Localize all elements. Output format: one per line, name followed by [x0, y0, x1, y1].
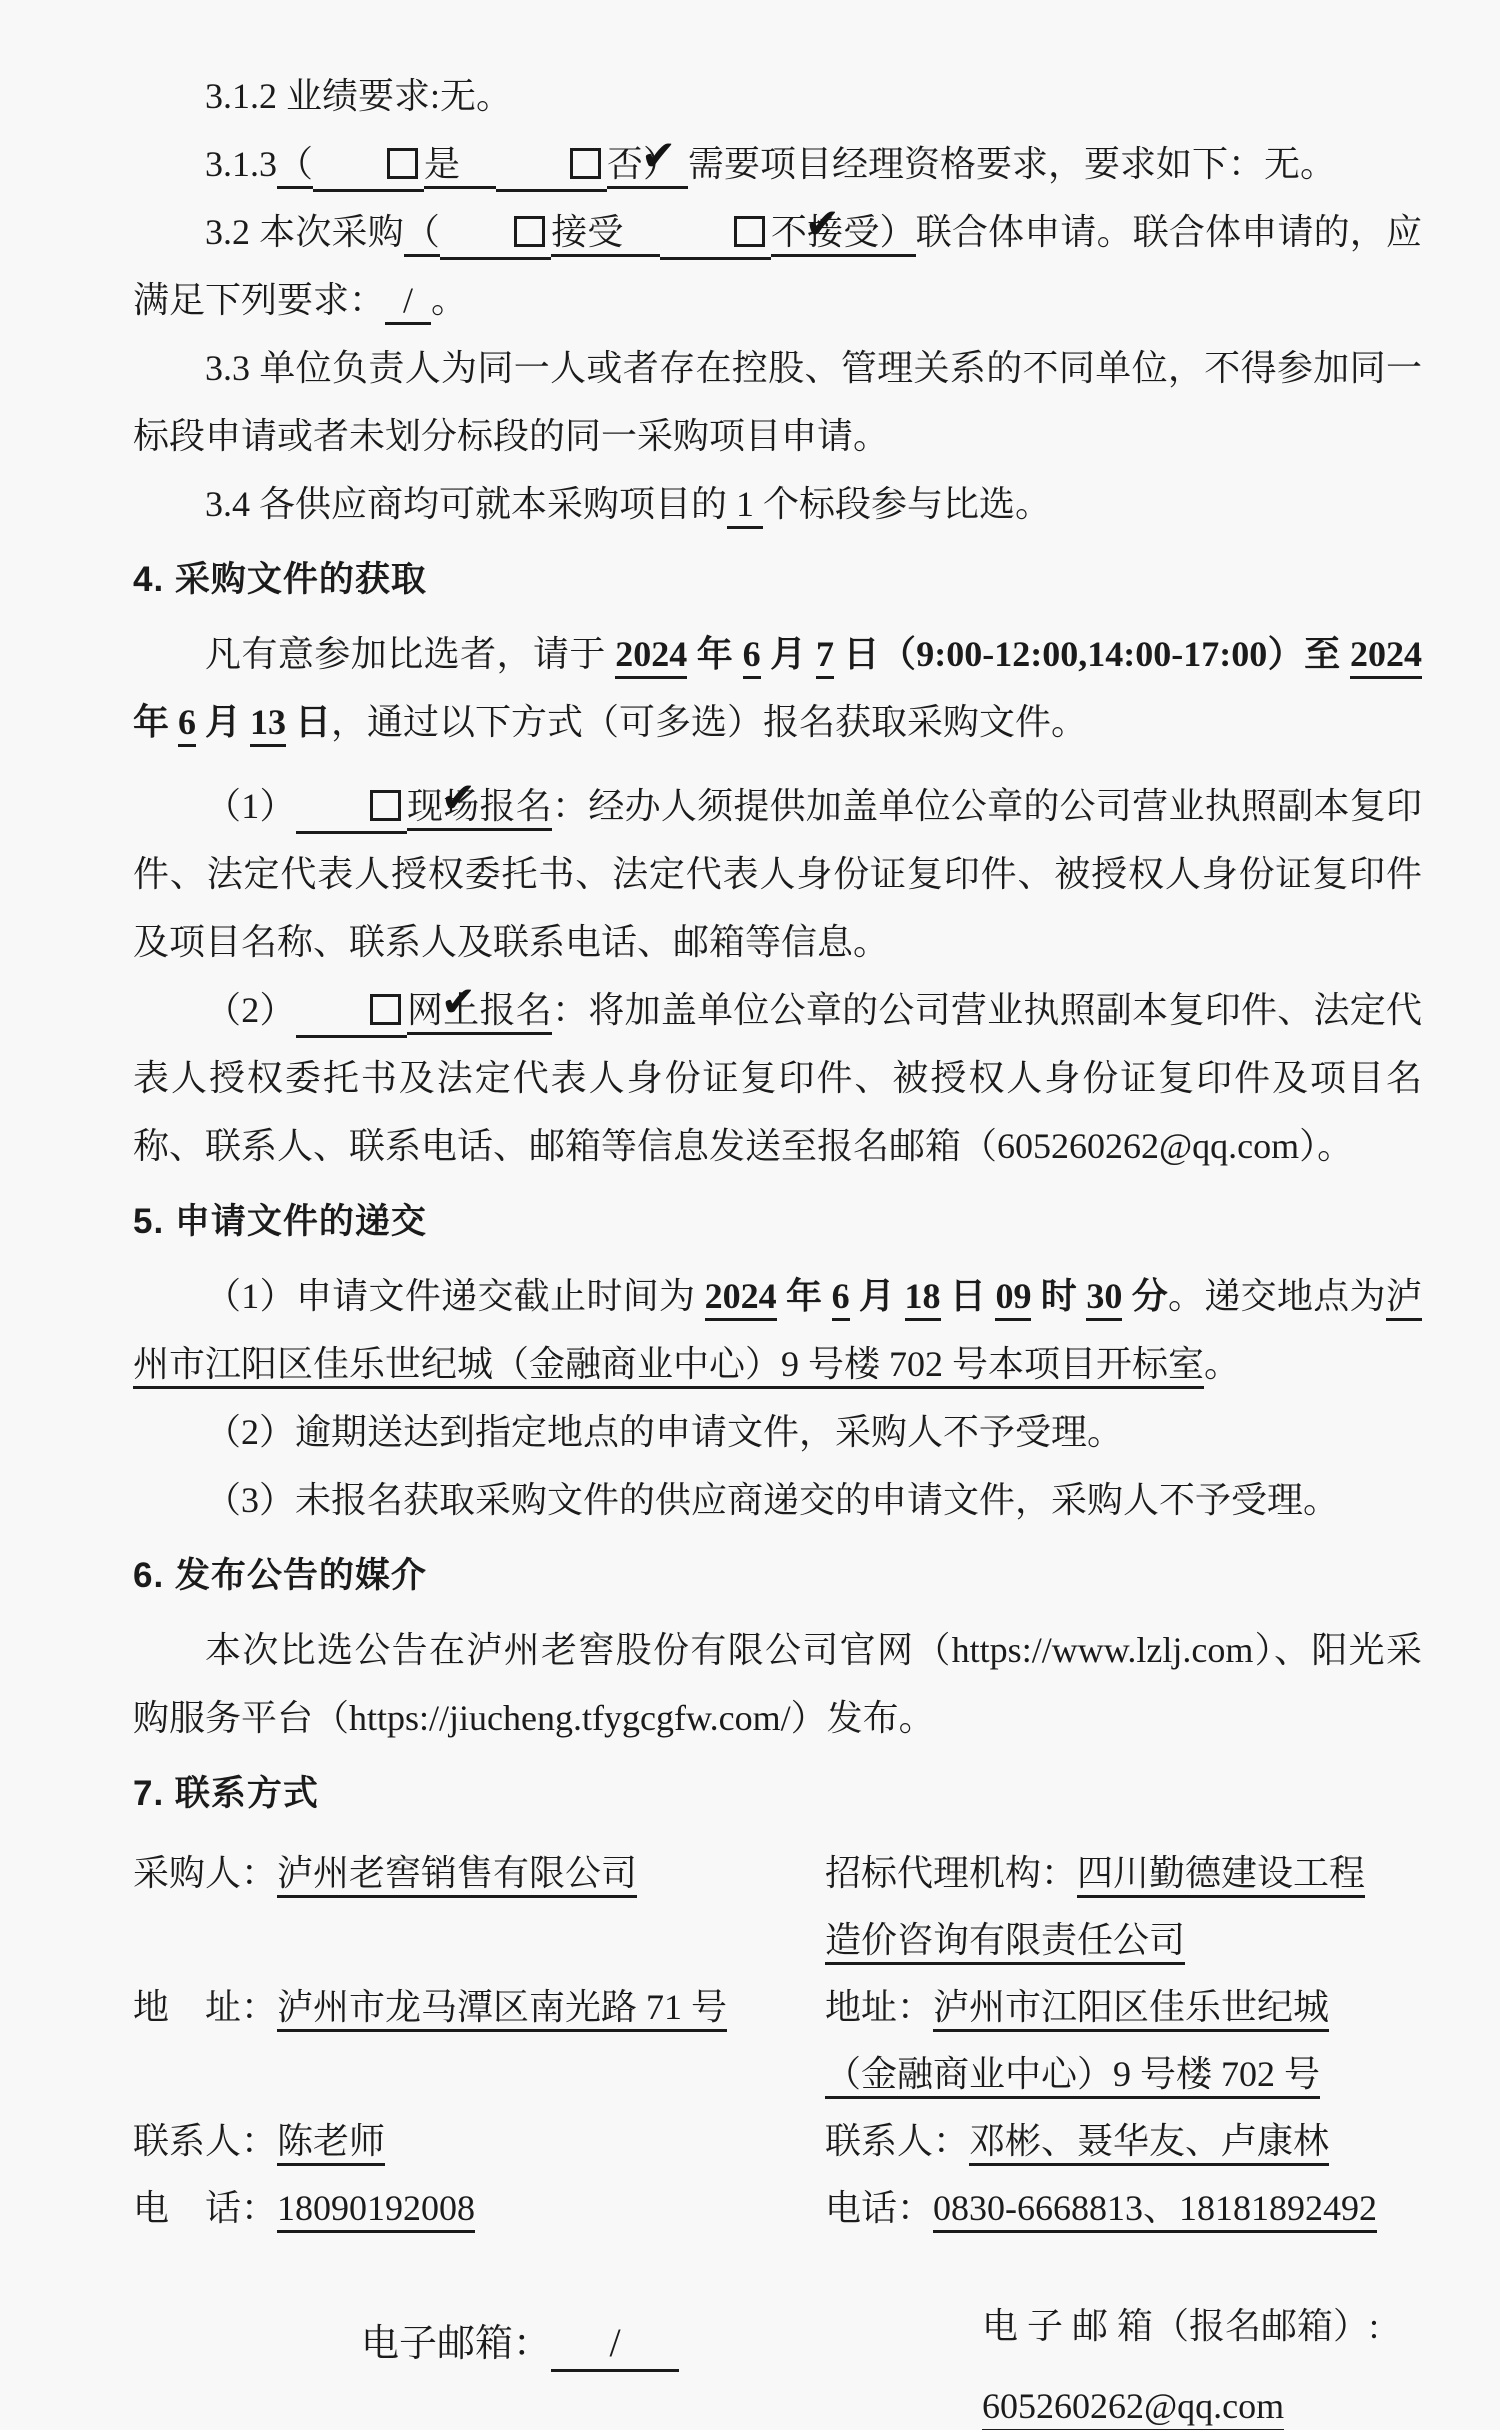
contact-right-row-3 — [825, 2108, 1422, 2175]
text-segment: 09 — [995, 1276, 1031, 1321]
registration-option-2 — [133, 976, 1422, 1180]
text-segment: （1） — [205, 786, 296, 826]
text-segment: 不接受） — [771, 212, 916, 257]
text-segment: 30 — [1086, 1276, 1122, 1321]
text-segment: 3.1.2 业绩要求:无。 — [205, 76, 513, 116]
text-segment: （2） — [205, 990, 296, 1030]
text-segment: 年 — [133, 702, 179, 742]
contact-right-row-2 — [825, 1974, 1422, 2108]
text-segment: 需要项目经理资格要求，要求如下：无。 — [688, 144, 1337, 184]
email-blank-line — [551, 2319, 679, 2372]
contact-left-row-3 — [133, 2108, 825, 2175]
contact-label: 联系人： — [133, 2121, 278, 2161]
section-7-heading — [133, 1760, 1422, 1828]
text-segment: 联合体申请。联合体申请的，应满足下列要求： — [133, 212, 1422, 320]
clause-3-2 — [133, 198, 1422, 334]
text-segment: 月 — [196, 702, 251, 742]
text-segment: 6 — [178, 702, 196, 747]
email-left-line — [361, 2312, 679, 2372]
text-segment: （ — [277, 144, 313, 189]
text-segment: 6. 发布公告的媒介 — [133, 1556, 427, 1595]
section-6-heading — [133, 1542, 1422, 1610]
text-segment: 2024 — [615, 634, 687, 679]
text-segment: 2024 — [705, 1276, 777, 1321]
text-segment: 3.1.3 — [205, 144, 277, 184]
contact-value: 泸州老窖销售有限公司 — [277, 1853, 637, 1898]
text-segment: 月 — [849, 1276, 905, 1316]
text-segment: ，通过以下方式（可多选）报名获取采购文件。 — [331, 702, 1088, 742]
text-segment: / — [385, 280, 431, 325]
text-segment: 1 — [727, 484, 763, 529]
contact-value: 0830-6668813、18181892492 — [933, 2188, 1377, 2233]
registration-option-1 — [133, 772, 1422, 976]
contact-right-row-4 — [825, 2175, 1422, 2242]
email-right-label: 电 子 邮 箱（报名邮箱）: — [982, 2306, 1380, 2346]
text-segment: 日 — [286, 702, 332, 742]
section-5-heading — [133, 1188, 1422, 1256]
text-segment: 7 — [816, 634, 834, 679]
text-segment: 年 — [687, 634, 743, 674]
contact-label: 地 址： — [133, 1987, 278, 2027]
checkbox-unchecked-icon — [313, 146, 424, 192]
clause-5-1 — [133, 1262, 1422, 1398]
contact-value: 泸州市龙马潭区南光路 71 号 — [277, 1987, 727, 2032]
text-segment: 是 — [424, 144, 496, 189]
clause-5-3 — [133, 1466, 1422, 1534]
text-segment: 日（9:00-12:00,14:00-17:00）至 — [833, 634, 1350, 674]
contact-value: 四川勤德建设工程造价咨询有限责任公司 — [825, 1853, 1365, 1965]
checkbox-unchecked-box — [514, 216, 545, 247]
text-segment: 网上报名 — [407, 990, 552, 1035]
checkbox-checked-box — [734, 216, 765, 247]
text-segment: 凡有意参加比选者，请于 — [205, 634, 616, 674]
text-segment: 泸州市江阳区佳乐世纪城（金融商业中心）9 号楼 702 号本项目开标室 — [133, 1276, 1422, 1389]
checkbox-checked-icon — [296, 992, 407, 1038]
text-segment: （ — [404, 212, 440, 257]
text-segment: ：经办人须提供加盖单位公章的公司营业执照副本复印件、法定代表人授权委托书、法定代表人身份证复印件、被授权人身份证复印件及项目名称、联系人及联系电话、邮箱等信息。 — [133, 786, 1422, 962]
text-segment: 2024 — [1350, 634, 1422, 679]
section-4-heading — [133, 546, 1422, 614]
document-body — [133, 62, 1422, 1828]
email-left-label: 电子邮箱： — [361, 2323, 552, 2365]
section-6-body — [133, 1616, 1422, 1752]
checkbox-unchecked-icon — [440, 214, 551, 260]
email-footer — [133, 2286, 1422, 2430]
text-segment: ：将加盖单位公章的公司营业执照副本复印件、法定代表人授权委托书及法定代表人身份证复印件、被授权人身份证复印件及项目名称、联系人、联系电话、邮箱等信息发送至报名邮箱（605260262@qq.com）。 — [133, 990, 1422, 1166]
text-segment: 年 — [776, 1276, 832, 1316]
clause-3-3 — [133, 334, 1422, 470]
text-segment: 。递交地点为 — [1168, 1276, 1386, 1316]
contact-left-row-2 — [133, 1974, 825, 2108]
clause-3-1-3 — [133, 130, 1422, 198]
checkbox-checked-box — [370, 994, 401, 1025]
text-segment — [679, 144, 688, 189]
text-segment: 3.3 单位负责人为同一人或者存在控股、管理关系的不同单位，不得参加同一标段申请或者未划分标段的同一采购项目申请。 — [133, 348, 1422, 456]
contact-value: 18090192008 — [277, 2188, 475, 2233]
text-segment: 。 — [1204, 1344, 1241, 1384]
email-right-block — [982, 2286, 1422, 2430]
text-segment: 本次比选公告在泸州老窖股份有限公司官网（https://www.lzlj.com）、阳光采购服务平台（https://jiucheng.tfygcgfw.com/）发布。 — [133, 1630, 1422, 1738]
checkbox-checked-icon — [296, 788, 407, 834]
text-segment: （2）逾期送达到指定地点的申请文件，采购人不予受理。 — [205, 1412, 1124, 1452]
contact-left-row-4 — [133, 2175, 825, 2242]
text-segment: 3.4 各供应商均可就本采购项目的 — [205, 484, 728, 524]
checkbox-unchecked-box — [387, 148, 418, 179]
clause-3-4 — [133, 470, 1422, 538]
contact-label: 电话： — [825, 2188, 934, 2228]
text-segment: 4. 采购文件的获取 — [133, 560, 427, 599]
text-segment: 6 — [832, 1276, 850, 1321]
checkbox-checked-icon — [660, 214, 771, 260]
contact-value: 邓彬、聂华友、卢康林 — [969, 2121, 1329, 2166]
contact-value: 陈老师 — [277, 2121, 385, 2166]
text-segment: 分 — [1122, 1276, 1169, 1316]
text-segment: 18 — [905, 1276, 941, 1321]
clause-5-2 — [133, 1398, 1422, 1466]
text-segment: 7. 联系方式 — [133, 1774, 319, 1813]
section-4-intro — [133, 620, 1422, 756]
contact-label: 联系人： — [825, 2121, 970, 2161]
text-segment: 现场报名 — [407, 786, 552, 831]
contact-section — [133, 1840, 1422, 2242]
text-segment: 个标段参与比选。 — [763, 484, 1052, 524]
text-segment: 13 — [250, 702, 286, 747]
text-segment: 否） — [607, 144, 679, 189]
text-segment: 6 — [743, 634, 761, 679]
text-segment: 。 — [431, 280, 468, 320]
email-left-value: / — [609, 2320, 621, 2365]
contact-right-row-1 — [825, 1840, 1422, 1974]
text-segment: （3）未报名获取采购文件的供应商递交的申请文件，采购人不予受理。 — [205, 1480, 1340, 1520]
contact-value: 泸州市江阳区佳乐世纪城（金融商业中心）9 号楼 702 号 — [825, 1987, 1329, 2099]
contact-label: 采购人： — [133, 1853, 278, 1893]
checkbox-checked-box — [570, 148, 601, 179]
checkbox-checked-box — [370, 790, 401, 821]
text-segment: 3.2 本次采购 — [205, 212, 404, 252]
contact-left-row-1 — [133, 1840, 825, 1974]
clause-3-1-2 — [133, 62, 1422, 130]
contact-label: 招标代理机构： — [825, 1853, 1078, 1893]
text-segment: 接受 — [551, 212, 660, 257]
text-segment: （1）申请文件递交截止时间为 — [205, 1276, 705, 1316]
text-segment: 月 — [760, 634, 816, 674]
text-segment: 时 — [1031, 1276, 1087, 1316]
text-segment: 5. 申请文件的递交 — [133, 1202, 427, 1241]
checkbox-checked-icon — [496, 146, 607, 192]
contact-label: 电 话： — [133, 2188, 278, 2228]
text-segment: 日 — [940, 1276, 996, 1316]
contact-label: 地址： — [825, 1987, 934, 2027]
email-right-value: 605260262@qq.com — [982, 2383, 1284, 2430]
